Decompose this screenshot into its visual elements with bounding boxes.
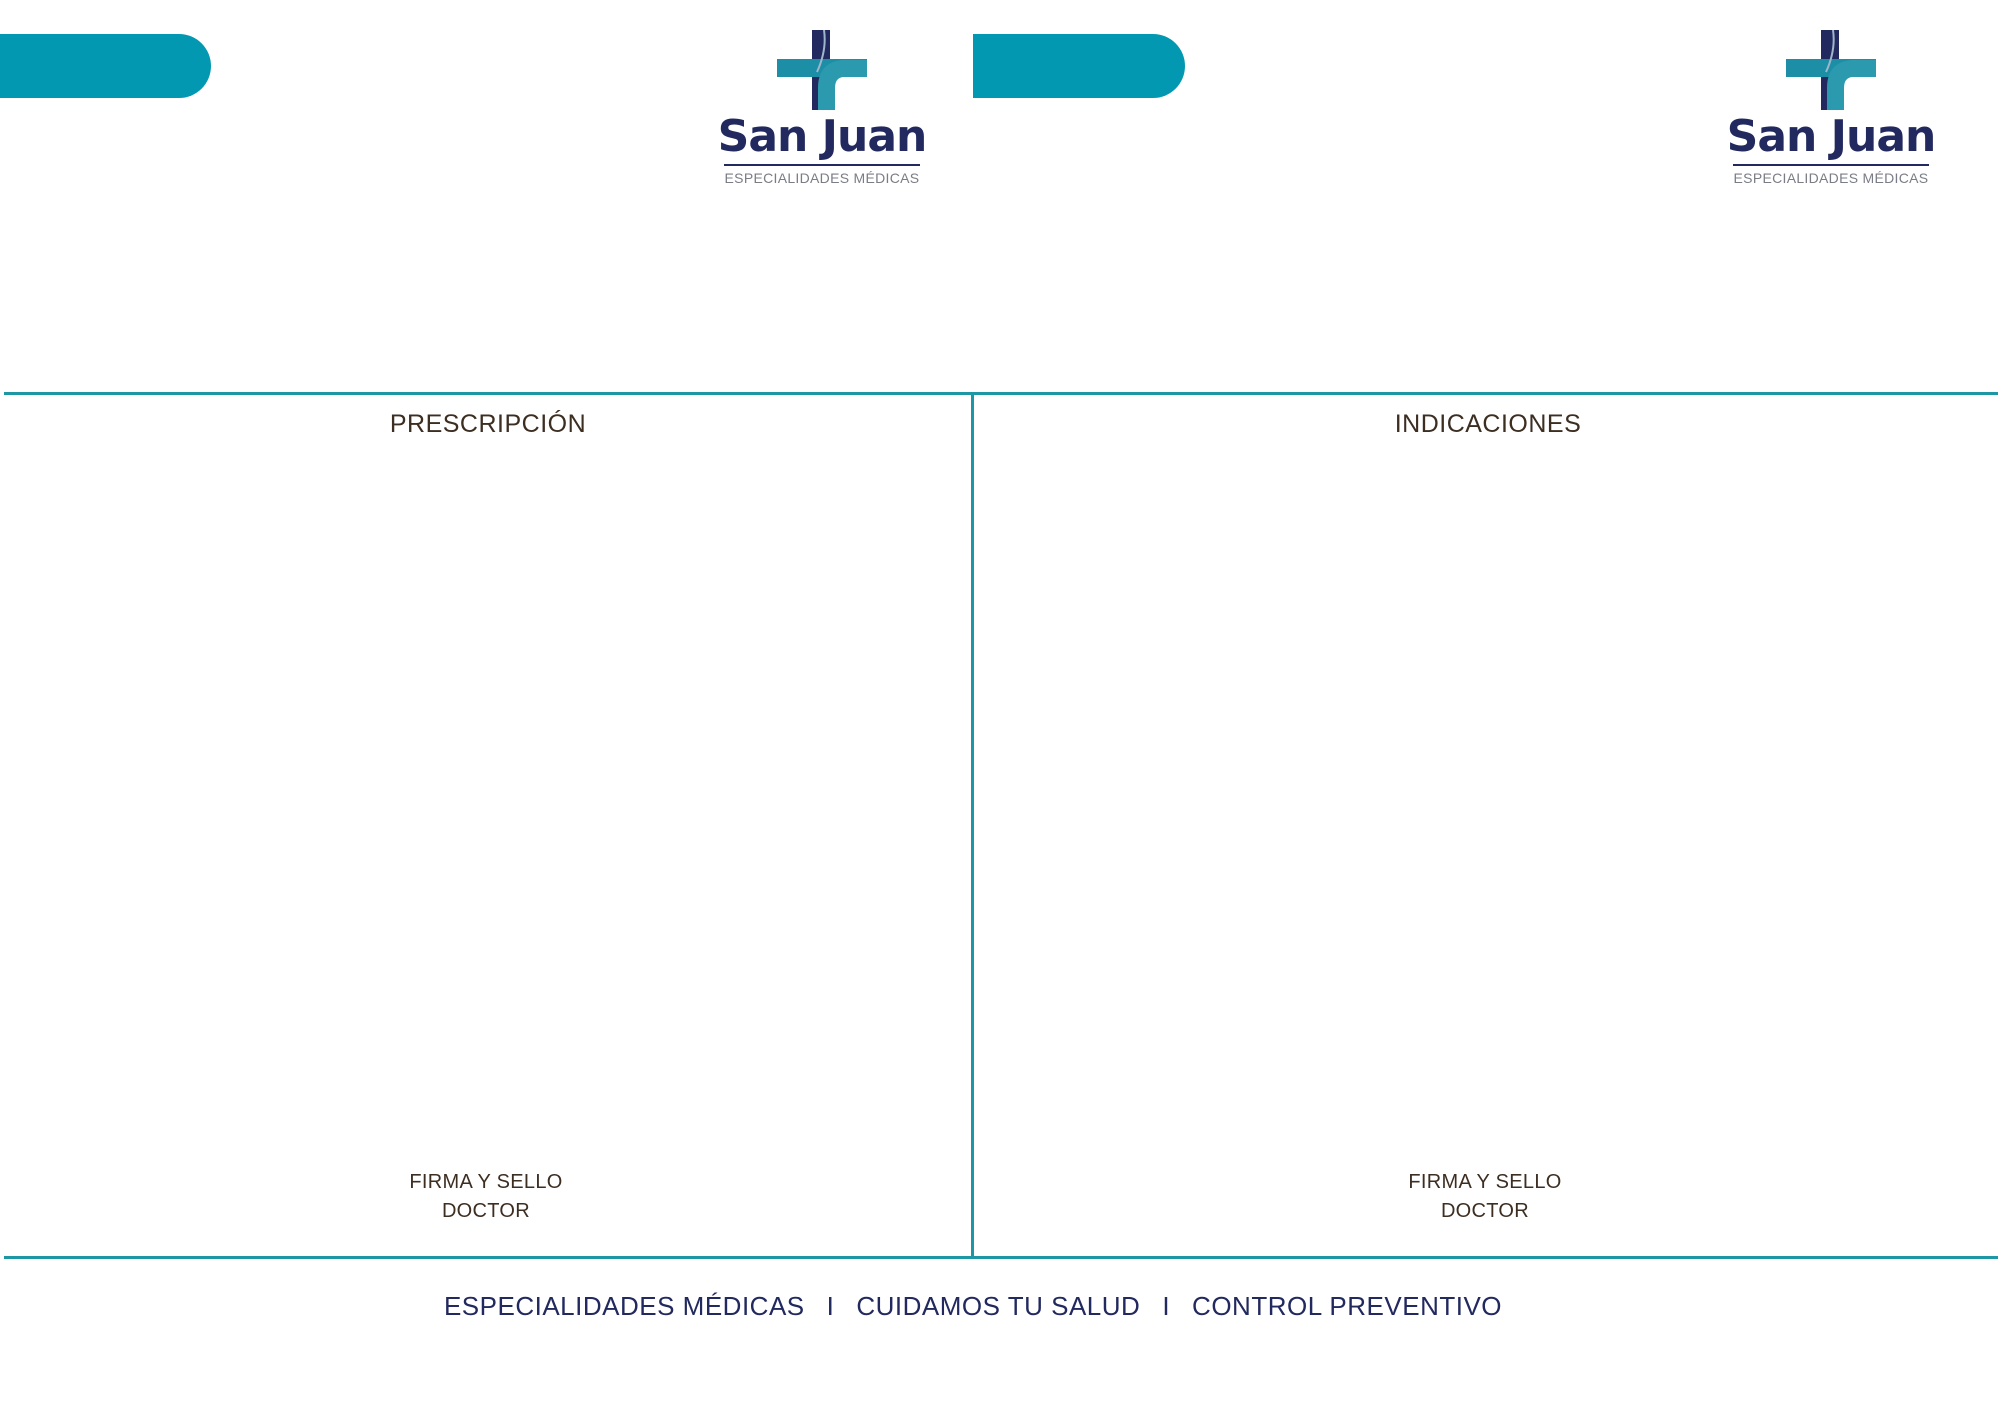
brand-name: San Juan bbox=[1726, 111, 1936, 162]
center-divider-line bbox=[971, 393, 974, 1259]
footer-item-preventive: CONTROL PREVENTIVO bbox=[1192, 1291, 1503, 1321]
decorative-pill-left bbox=[0, 34, 211, 98]
prescription-title: PRESCRIPCIÓN bbox=[389, 410, 587, 438]
brand-name: San Juan bbox=[717, 111, 927, 162]
signature-role: DOCTOR bbox=[1440, 1200, 1530, 1222]
logo-left bbox=[717, 30, 927, 190]
footer-item-specialties: ESPECIALIDADES MÉDICAS bbox=[443, 1291, 805, 1321]
signature-label: FIRMA Y SELLO bbox=[409, 1171, 563, 1193]
brand-divider bbox=[724, 164, 920, 166]
bottom-divider-line bbox=[4, 1256, 1998, 1259]
brand-subtitle: ESPECIALIDADES MÉDICAS bbox=[724, 170, 920, 186]
footer-tagline bbox=[0, 1291, 1946, 1322]
logo-right bbox=[1726, 30, 1936, 190]
footer-separator: I bbox=[1162, 1291, 1171, 1321]
brand-divider bbox=[1733, 164, 1929, 166]
brand-subtitle: ESPECIALIDADES MÉDICAS bbox=[1733, 170, 1929, 186]
signature-block-left bbox=[336, 1168, 636, 1226]
footer-separator: I bbox=[826, 1291, 835, 1321]
footer-item-care: CUIDAMOS TU SALUD bbox=[856, 1291, 1141, 1321]
medical-cross-icon bbox=[777, 30, 867, 110]
signature-block-right bbox=[1335, 1168, 1635, 1226]
signature-label: FIRMA Y SELLO bbox=[1408, 1171, 1562, 1193]
decorative-pill-right bbox=[973, 34, 1185, 98]
medical-cross-icon bbox=[1786, 30, 1876, 110]
indications-title: INDICACIONES bbox=[1394, 410, 1582, 438]
top-divider-line bbox=[4, 392, 1998, 395]
signature-role: DOCTOR bbox=[441, 1200, 531, 1222]
